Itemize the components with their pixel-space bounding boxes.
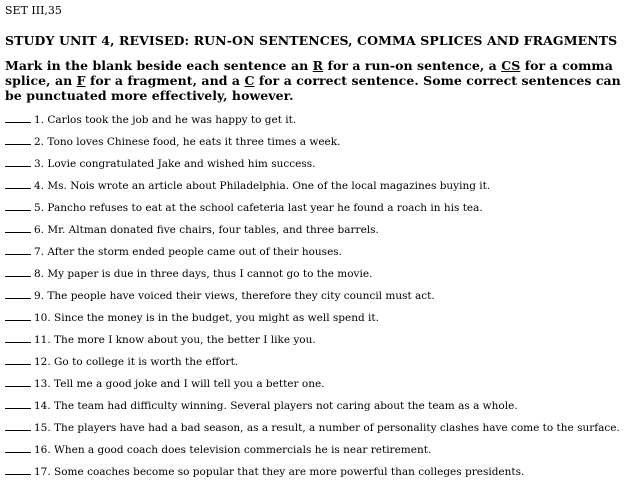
item-number: 9.	[34, 290, 45, 302]
sentence-list	[5, 112, 635, 486]
code-c: C	[244, 73, 255, 88]
item-text: My paper is due in three days, thus I cannot go to the movie.	[47, 268, 373, 280]
item-text: The more I know about you, the better I like you.	[54, 334, 316, 346]
item-text: After the storm ended people came out of their houses.	[47, 246, 343, 258]
answer-blank[interactable]	[5, 112, 31, 123]
list-item	[5, 376, 635, 398]
item-number: 7.	[34, 246, 45, 258]
item-text: Go to college it is worth the effort.	[54, 356, 239, 368]
answer-blank[interactable]	[5, 178, 31, 189]
item-number: 10.	[34, 312, 51, 324]
answer-blank[interactable]	[5, 376, 31, 387]
item-text: The players have had a bad season, as a result, a number of personality clashes have come to the surface.	[54, 422, 620, 434]
code-r: R	[312, 58, 324, 73]
item-number: 17.	[34, 466, 51, 478]
list-item	[5, 178, 635, 200]
list-item	[5, 200, 635, 222]
list-item	[5, 398, 635, 420]
item-number: 5.	[34, 202, 45, 214]
instructions-text-3: for a comma splice, an	[5, 58, 613, 88]
instructions-text-4: for a fragment, and a	[85, 73, 245, 88]
answer-blank[interactable]	[5, 288, 31, 299]
item-text: Mr. Altman donated five chairs, four tables, and three barrels.	[47, 224, 379, 236]
item-text: Pancho refuses to eat at the school cafeteria last year he found a roach in his tea.	[47, 202, 483, 214]
answer-blank[interactable]	[5, 442, 31, 453]
list-item	[5, 288, 635, 310]
list-item	[5, 134, 635, 156]
item-text: Some coaches become so popular that they are more powerful than colleges presidents.	[54, 466, 525, 478]
list-item	[5, 156, 635, 178]
item-text: Since the money is in the budget, you might as well spend it.	[54, 312, 379, 324]
list-item	[5, 420, 635, 442]
answer-blank[interactable]	[5, 310, 31, 321]
item-number: 11.	[34, 334, 51, 346]
instructions-text-5: for a correct sentence. Some correct sentences can be punctuated more effectively, however.	[5, 73, 621, 103]
list-item	[5, 442, 635, 464]
instructions	[5, 58, 635, 103]
set-label: SET III,35	[5, 4, 62, 17]
list-item	[5, 244, 635, 266]
answer-blank[interactable]	[5, 266, 31, 277]
worksheet-page	[5, 4, 635, 486]
item-number: 8.	[34, 268, 45, 280]
item-text: Ms. Nois wrote an article about Philadelphia. One of the local magazines buying it.	[47, 180, 491, 192]
item-text: The team had difficulty winning. Several players not caring about the team as a whole.	[54, 400, 518, 412]
item-text: The people have voiced their views, therefore they city council must act.	[47, 290, 435, 302]
item-number: 15.	[34, 422, 51, 434]
item-number: 13.	[34, 378, 51, 390]
list-item	[5, 112, 635, 134]
item-number: 3.	[34, 158, 45, 170]
item-number: 1.	[34, 114, 45, 126]
item-number: 12.	[34, 356, 51, 368]
list-item	[5, 222, 635, 244]
answer-blank[interactable]	[5, 354, 31, 365]
answer-blank[interactable]	[5, 244, 31, 255]
list-item	[5, 310, 635, 332]
item-text: Tono loves Chinese food, he eats it three times a week.	[47, 136, 341, 148]
code-f: F	[76, 73, 86, 88]
item-text: Carlos took the job and he was happy to get it.	[47, 114, 297, 126]
answer-blank[interactable]	[5, 464, 31, 475]
item-number: 16.	[34, 444, 51, 456]
answer-blank[interactable]	[5, 332, 31, 343]
answer-blank[interactable]	[5, 398, 31, 409]
item-number: 4.	[34, 180, 45, 192]
answer-blank[interactable]	[5, 420, 31, 431]
instructions-text-1: Mark in the blank beside each sentence an	[5, 58, 313, 73]
item-number: 2.	[34, 136, 45, 148]
item-text: When a good coach does television commercials he is near retirement.	[54, 444, 432, 456]
answer-blank[interactable]	[5, 134, 31, 145]
worksheet-title: STUDY UNIT 4, REVISED: RUN-ON SENTENCES, COMMA SPLICES AND FRAGMENTS	[5, 33, 618, 48]
list-item	[5, 266, 635, 288]
item-number: 14.	[34, 400, 51, 412]
item-text: Tell me a good joke and I will tell you a better one.	[54, 378, 325, 390]
answer-blank[interactable]	[5, 200, 31, 211]
code-cs: CS	[501, 58, 521, 73]
list-item	[5, 332, 635, 354]
list-item	[5, 354, 635, 376]
list-item	[5, 464, 635, 486]
item-text: Lovie congratulated Jake and wished him success.	[47, 158, 316, 170]
instructions-text-2: for a run-on sentence, a	[323, 58, 502, 73]
answer-blank[interactable]	[5, 156, 31, 167]
answer-blank[interactable]	[5, 222, 31, 233]
item-number: 6.	[34, 224, 45, 236]
